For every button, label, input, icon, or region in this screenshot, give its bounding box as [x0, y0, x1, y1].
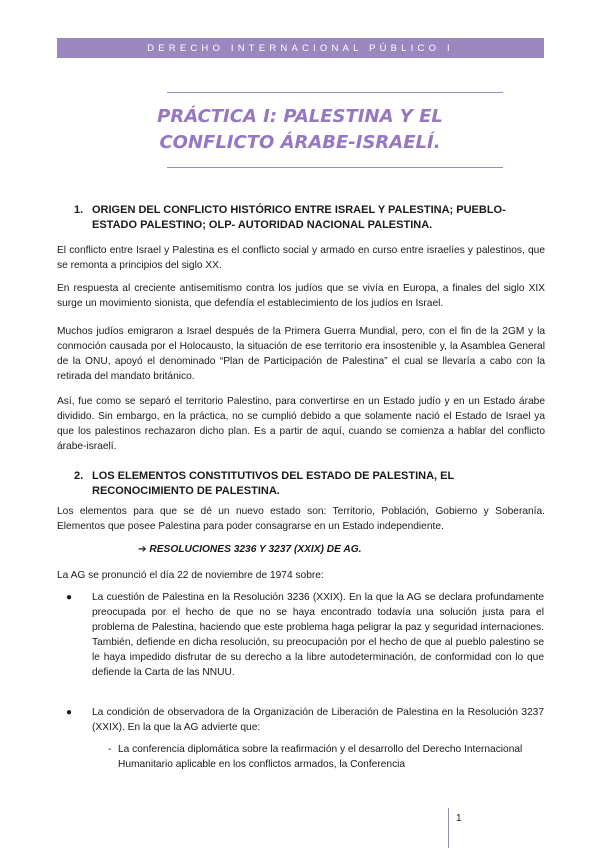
bullet-icon: ●: [66, 707, 73, 718]
list-item-text: La cuestión de Palestina en la Resolución 3236 (XXIX). En la que la AG se declara profundamente preocupada por el hecho de que no se haya encontrado todavía una solución justa para el problema de Palestina, haciendo que este problema haga peligrar la paz y seguridad internaciones. También, defiende en dicha resolución, su preocupación por el hecho de que al pueblo palestino se le haya impedido disfrutar de su derecho a la libre autodeterminación, de conformidad con lo que defiende la Carta de las NNUU.: [92, 592, 544, 678]
list-item: [66, 590, 544, 680]
title-rule-bottom: [167, 167, 503, 168]
resolutions-intro: La AG se pronunció el día 22 de noviembre de 1974 sobre:: [57, 570, 324, 581]
document-title: [120, 104, 480, 156]
paragraph: Los elementos para que se dé un nuevo estado son: Territorio, Población, Gobierno y Soberanía. Elementos que posee Palestina para poder consagrarse en un Estado independiente.: [57, 506, 545, 532]
page-number-divider: [448, 808, 449, 848]
section-2-heading: [74, 469, 524, 499]
paragraph: El conflicto entre Israel y Palestina es el conflicto social y armado en curso entre israelíes y palestinos, que se remonta a principios del siglo XX.: [57, 245, 545, 271]
title-rule-top: [167, 92, 503, 93]
paragraph: Así, fue como se separó el territorio Palestino, para convertirse en un Estado judío y en un Estado árabe dividido. Sin embargo, en la práctica, no se cumplió debido a que solamente nació el Estado de Israel ya que los palestinos rechazaron dicho plan. Es a partir de aquí, cuando se comienza a hablar del conflicto árabe-israelí.: [57, 396, 545, 452]
dash-icon: -: [108, 744, 112, 755]
sub-list-item: [108, 742, 528, 772]
paragraph: Muchos judíos emigraron a Israel después de la Primera Guerra Mundial, pero, con el fin de la 2GM y la conmoción causada por el Holocausto, la situación de ese territorio era insostenible y, la Asamblea General de la ONU, apoyó el denominado “Plan de Participación de Palestina” el cual se llevaría a cabo con la retirada del mandato británico.: [57, 326, 545, 382]
bullet-icon: ●: [66, 592, 73, 603]
section-2-number: 2.: [74, 470, 84, 482]
section-2-title: LOS ELEMENTOS CONSTITUTIVOS DEL ESTADO DE PALESTINA, EL RECONOCIMIENTO DE PALESTINA.: [92, 470, 455, 497]
list-item-text: La condición de observadora de la Organización de Liberación de Palestina en la Resolución 3237 (XXIX). En la que la AG advierte que:: [92, 707, 544, 733]
header-bar: [57, 38, 544, 58]
title-line-2: CONFLICTO ÁRABE-ISRAELÍ.: [159, 132, 441, 153]
section-1-number: 1.: [74, 204, 84, 216]
resolutions-title: ➔ RESOLUCIONES 3236 Y 3237 (XXIX) DE AG.: [138, 544, 362, 555]
section-1-heading: [74, 203, 524, 233]
title-line-1: PRÁCTICA I: PALESTINA Y EL: [157, 106, 443, 127]
sub-list-item-text: La conferencia diplomática sobre la reafirmación y el desarrollo del Derecho Internacional Humanitario aplicable en los conflictos armados, la Conferencia: [118, 744, 523, 770]
paragraph: En respuesta al creciente antisemitismo contra los judíos que se vivía en Europa, a finales del siglo XIX surge un movimiento sionista, que defendía el establecimiento de los judíos en Israel.: [57, 283, 545, 309]
list-item: [66, 705, 544, 735]
course-name: DERECHO INTERNACIONAL PÚBLICO I: [147, 42, 454, 54]
section-1-title: ORIGEN DEL CONFLICTO HISTÓRICO ENTRE ISRAEL Y PALESTINA; PUEBLO-ESTADO PALESTINO; OLP- AUTORIDAD NACIONAL PALESTINA.: [92, 204, 506, 231]
page-number: 1: [456, 813, 462, 824]
